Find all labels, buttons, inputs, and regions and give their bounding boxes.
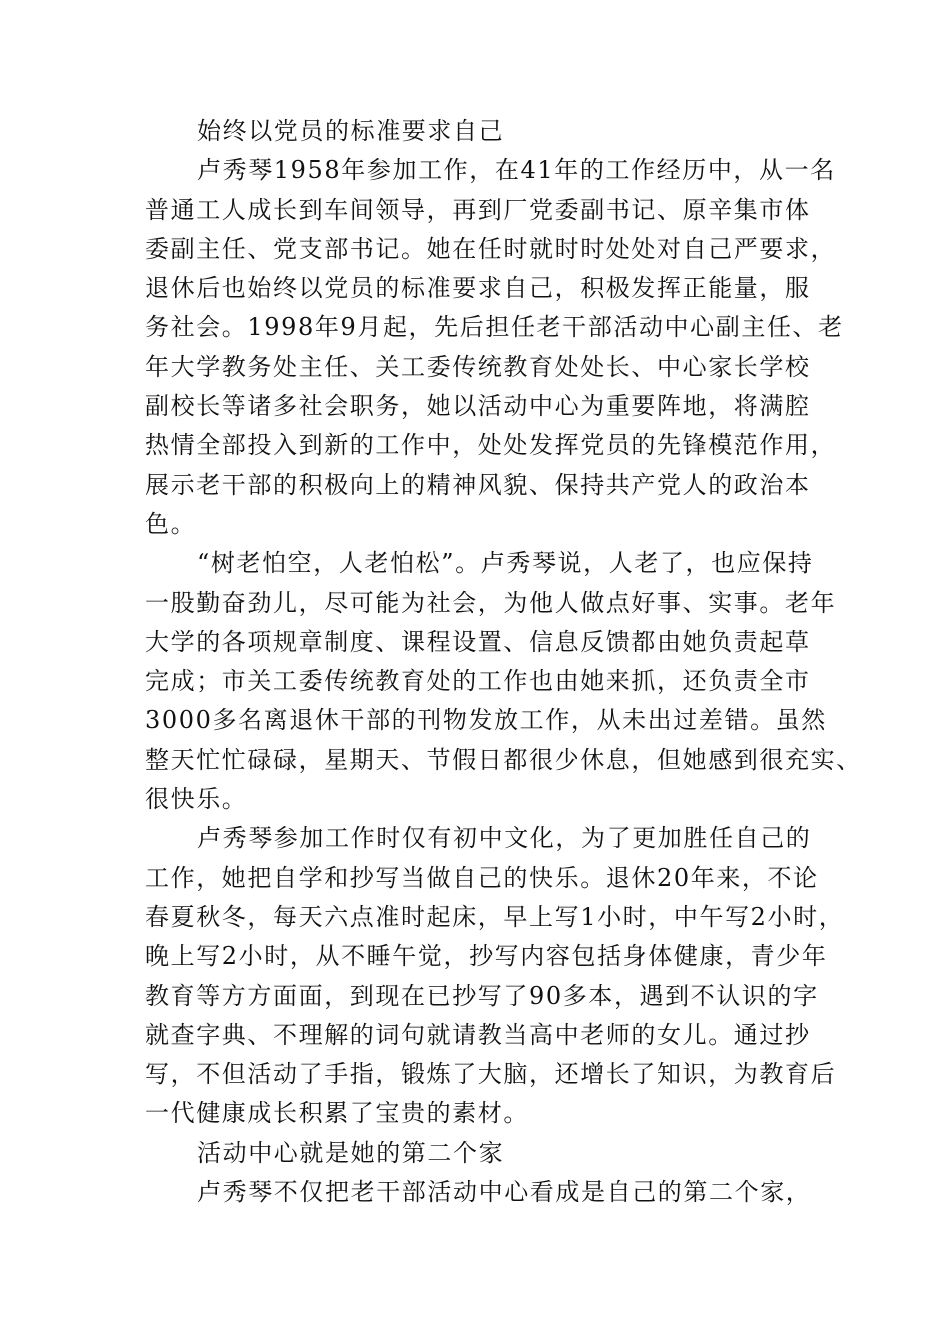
paragraph-2-line: 整天忙忙碌碌，星期天、节假日都很少休息，但她感到很充实、 — [145, 745, 862, 774]
paragraph-2-line: “树老怕空，人老怕松”。卢秀琴说，人老了，也应保持 — [197, 549, 814, 578]
paragraph-2-line: 大学的各项规章制度、课程设置、信息反馈都由她负责起草 — [145, 627, 811, 656]
paragraph-2-line: 完成；市关工委传统教育处的工作也由她来抓，还负责全市 — [145, 667, 811, 696]
paragraph-2-line: 很快乐。 — [145, 785, 248, 814]
paragraph-3-line: 晚上写2小时，从不睡午觉，抄写内容包括身体健康，青少年 — [145, 942, 828, 971]
paragraph-3-line: 春夏秋冬，每天六点准时起床，早上写1小时，中午写2小时， — [145, 902, 845, 931]
paragraph-4-line: 卢秀琴不仅把老干部活动中心看成是自己的第二个家， — [197, 1178, 812, 1207]
paragraph-2-line: 3000多名离退休干部的刊物发放工作，从未出过差错。虽然 — [145, 706, 827, 735]
paragraph-1-line: 委副主任、党支部书记。她在任时就时时处处对自己严要求， — [145, 234, 837, 263]
paragraph-3-line: 就查字典、不理解的词句就请教当高中老师的女儿。通过抄 — [145, 1020, 811, 1049]
paragraph-3-line: 一代健康成长积累了宝贵的素材。 — [145, 1099, 529, 1128]
document-body — [145, 112, 862, 1212]
paragraph-3-line: 工作，她把自学和抄写当做自己的快乐。退休20年来，不论 — [145, 863, 819, 892]
paragraph-1-line: 卢秀琴1958年参加工作，在41年的工作经历中，从一名 — [197, 156, 836, 185]
paragraph-3-line: 卢秀琴参加工作时仅有初中文化，为了更加胜任自己的 — [197, 824, 812, 853]
paragraph-1-line: 年大学教务处主任、关工委传统教育处处长、中心家长学校 — [145, 352, 811, 381]
paragraph-3-line: 写，不但活动了手指，锻炼了大脑，还增长了知识，为教育后 — [145, 1060, 837, 1089]
section-heading-2: 活动中心就是她的第二个家 — [197, 1138, 505, 1167]
paragraph-1-line: 色。 — [145, 509, 197, 538]
paragraph-1-line: 热情全部投入到新的工作中，处处发挥党员的先锋模范作用， — [145, 431, 837, 460]
paragraph-1-line: 普通工人成长到车间领导，再到厂党委副书记、原辛集市体 — [145, 195, 811, 224]
paragraph-1-line: 务社会。1998年9月起，先后担任老干部活动中心副主任、老 — [145, 313, 844, 342]
paragraph-2-line: 一股勤奋劲儿，尽可能为社会，为他人做点好事、实事。老年 — [145, 588, 837, 617]
paragraph-1-line: 展示老干部的积极向上的精神风貌、保持共产党人的政治本 — [145, 470, 811, 499]
paragraph-1-line: 退休后也始终以党员的标准要求自己，积极发挥正能量，服 — [145, 274, 811, 303]
paragraph-1-line: 副校长等诸多社会职务，她以活动中心为重要阵地，将满腔 — [145, 392, 811, 421]
paragraph-3-line: 教育等方方面面，到现在已抄写了90多本，遇到不认识的字 — [145, 981, 819, 1010]
section-heading-1: 始终以党员的标准要求自己 — [197, 117, 505, 145]
